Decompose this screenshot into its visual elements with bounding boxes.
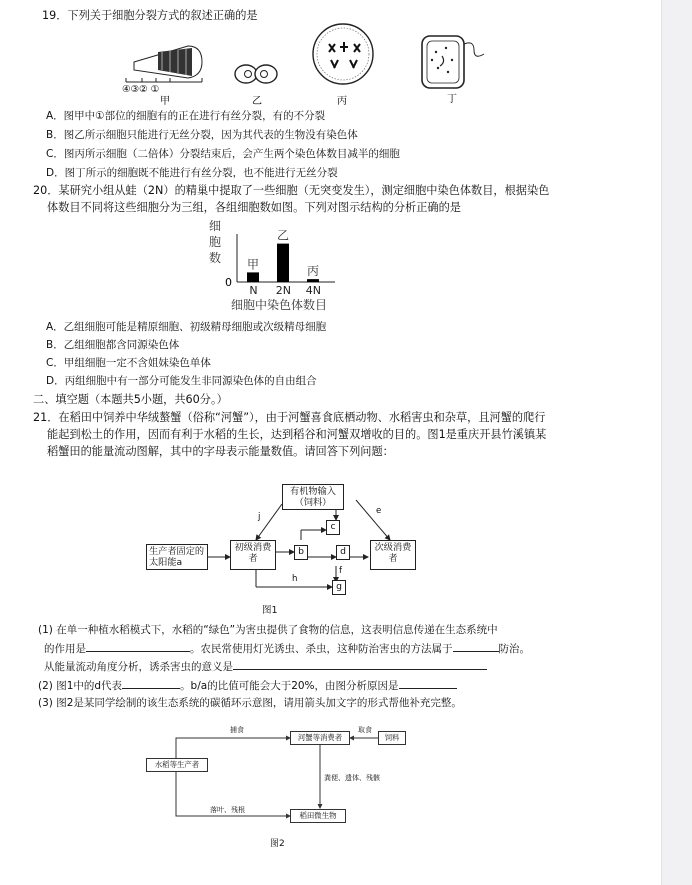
box-g: g [332,580,346,595]
answer-blank-1[interactable] [86,641,190,652]
chart-ylabel-2: 胞 [209,235,222,249]
label-f: f [339,566,343,576]
q21-stem-3: 稻蟹田的能量流动图解，其中的字母表示能量数值。请回答下列问题： [47,445,394,458]
answer-blank-2[interactable] [453,641,499,652]
chart-bar-2N [277,244,289,282]
fig2-caption: 图2 [270,839,285,849]
chart-tick-N: N [249,284,258,297]
q20-option-b: B．乙组细胞都含同源染色体 [46,339,180,351]
chart-tick-4N: 4N [305,284,322,297]
label-e: e [376,506,382,516]
figure-1 [146,482,446,617]
fig2-box-crab: 河蟹等消费者 [290,731,350,745]
box-secondary-consumer: 次级消费者 [370,540,416,570]
chart-bar-label-2N: 乙 [277,228,290,243]
fig-label-bing: 丙 [337,96,347,107]
label-h: h [292,574,298,584]
box-d: d [336,545,350,560]
chart-bar-label-4N: 丙 [307,264,320,279]
chart-origin: 0 [225,276,232,289]
q21-sub1-line1: (1) 在单一种植水稻模式下，水稻的“绿色”为害虫提供了食物的信息，这表明信息传递在生态系统中 [38,624,498,636]
figure-2 [146,720,416,850]
q20-option-c: C．甲组细胞一定不含姐妹染色单体 [46,357,211,369]
q20-bar-chart [205,214,365,314]
q21-sub1-post: 防治。 [498,643,530,655]
q21-stem-1: 21．在稻田中饲养中华绒螯蟹（俗称“河蟹”），由于河蟹喜食底栖动物、水稻害虫和杂草，且河蟹的爬行 [33,411,546,424]
fig2-box-micro: 稻田微生物 [290,809,346,823]
fig2-label-take: 取食 [358,726,372,734]
q20-option-a: A．乙组细胞可能是精原细胞、初级精母细胞或次级精母细胞 [46,321,327,333]
fig-bing [313,24,373,107]
chart-ylabel-3: 数 [209,251,222,265]
chart-bar-N [247,272,259,282]
q21-sub1-pre: 的作用是 [44,643,86,655]
scrollbar-track[interactable] [661,0,692,885]
chart-ylabel-1: 细 [209,219,222,233]
q21-sub2-mid: 。b/a的比值可能会大于20%，由图分析原因是 [180,680,399,692]
q21-sub1-line3 [44,659,487,674]
answer-blank-3[interactable] [233,659,487,670]
fig2-label-waste: 粪便、遗体、残骸 [324,774,380,782]
q21-sub1-c: 从能量流动角度分析，诱杀害虫的意义是 [44,661,233,673]
box-c: c [326,520,340,535]
box-organic-input: 有机物输入（饲料） [282,484,344,510]
fig-label-ding: 丁 [447,94,457,105]
answer-blank-4[interactable] [122,678,180,689]
fig2-box-feed: 饲料 [378,731,406,745]
q21-sub1-line2 [44,641,530,656]
chart-bar-4N [307,279,319,282]
fig1-caption: 图1 [262,605,278,616]
chart-bar-label-N: 甲 [247,257,260,272]
q19-option-d: D．图丁所示的细胞既不能进行有丝分裂，也不能进行无丝分裂 [46,167,338,179]
chart-tick-2N: 2N [275,284,292,297]
fig-jia-nums: ④③② ① [122,84,160,95]
q21-sub3: (3) 图2是某同学绘制的该生态系统的碳循环示意图，请用箭头加文字的形式帮他补充完整。 [38,697,462,709]
q21-stem-2: 能起到松土的作用，因而有利于水稻的生长，达到稻谷和河蟹双增收的目的。图1是重庆开县竹溪镇某 [47,428,547,441]
q21-sub1-mid: 。农民常使用灯光诱虫、杀虫，这种防治害虫的方法属于 [190,643,453,655]
fig-jia [122,46,202,107]
q20-option-d: D．丙组细胞中有一部分可能发生非同源染色体的自由组合 [46,375,317,387]
box-b: b [294,545,308,560]
q21-sub2-pre: (2) 图1中的d代表 [38,680,123,692]
fig-label-jia: 甲 [160,96,170,107]
fig-ding [422,36,484,105]
q20-stem-2: 体数目不同将这些细胞分为三组，各组细胞数如图。下列对图示结构的分析正确的是 [47,201,461,214]
fig-yi [235,65,277,107]
fig2-label-prey: 捕食 [230,726,244,734]
section2-heading: 二、填空题（本题共5小题，共60分。） [33,393,228,406]
q19-option-a: A．图甲中①部位的细胞有的正在进行有丝分裂，有的不分裂 [46,110,326,122]
q20-stem-1: 20．某研究小组从蛙（2N）的精巢中提取了一些细胞（无突变发生），测定细胞中染色体数目，根据染色 [33,184,550,197]
chart-xlabel: 细胞中染色体数目 [231,298,328,312]
q19-figures [118,22,498,108]
fig2-arrows [146,720,416,850]
q19-option-c: C．图丙所示细胞（二倍体）分裂结束后，会产生两个染色体数目减半的细胞 [46,148,400,160]
q19-stem: 19．下列关于细胞分裂方式的叙述正确的是 [42,9,258,22]
label-j: j [258,512,261,522]
box-producer: 生产者固定的太阳能a [146,544,208,570]
answer-blank-5[interactable] [399,678,457,689]
fig2-box-rice: 水稻等生产者 [146,758,208,772]
fig2-label-litter: 落叶、残根 [210,806,245,814]
q21-sub2 [38,678,457,693]
fig-label-yi: 乙 [252,96,262,107]
box-primary-consumer: 初级消费者 [230,540,276,570]
q19-option-b: B．图乙所示细胞只能进行无丝分裂，因为其代表的生物没有染色体 [46,129,358,141]
